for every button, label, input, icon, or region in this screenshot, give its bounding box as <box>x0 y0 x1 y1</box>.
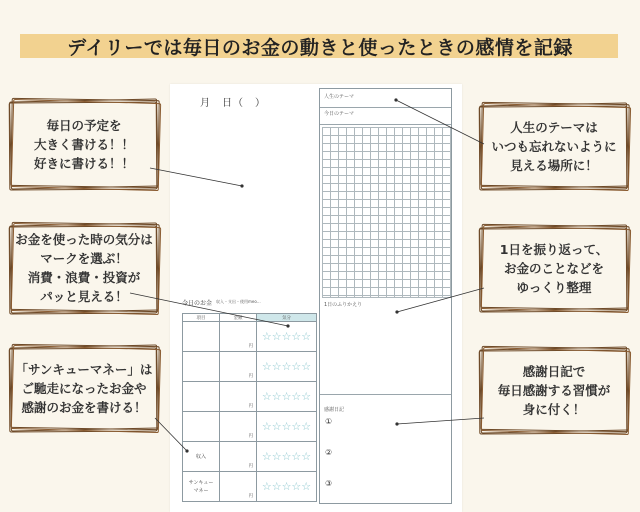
pointer-line <box>397 418 484 424</box>
row-label-income: 収入 <box>183 442 220 472</box>
pointer-line <box>150 168 242 186</box>
money-sublabel: 収入・支出・使用meo… <box>216 299 261 304</box>
pointer-dot <box>395 422 398 425</box>
gratitude-item: ② <box>325 448 333 457</box>
note-gratitude-text: 感謝日記で 毎日感謝する習慣が 身に付く！ <box>497 363 611 417</box>
gratitude-label: 感謝日記 <box>324 407 345 413</box>
pointer-dot <box>395 310 398 313</box>
yen-label: 円 <box>248 434 253 439</box>
row-label-thankyou-money: サンキュー マネー <box>183 472 220 502</box>
yen-label: 円 <box>248 494 253 499</box>
mood-stars: ☆☆☆☆☆ <box>257 412 317 442</box>
mood-stars: ☆☆☆☆☆ <box>257 382 317 412</box>
column-header-mood: 気分 <box>257 314 317 322</box>
column-header-amount: 金額 <box>220 314 257 322</box>
yen-label: 円 <box>248 344 253 349</box>
date-header: 月 日（ ） <box>200 98 266 109</box>
pointer-line <box>155 418 187 451</box>
gratitude-item: ③ <box>325 479 333 488</box>
column-header-item: 項目 <box>183 314 220 322</box>
page-title: デイリーでは毎日のお金の動きと使ったときの感情を記録 <box>67 37 573 59</box>
mood-stars: ☆☆☆☆☆ <box>257 472 317 502</box>
pointer-dot <box>286 324 289 327</box>
pointer-line <box>396 100 484 144</box>
today-theme-label: 今日のテーマ <box>324 111 355 117</box>
yen-label: 円 <box>248 464 253 469</box>
pointer-dot <box>240 184 243 187</box>
pointer-line <box>397 288 484 312</box>
note-schedule-text: 毎日の予定を 大きく書ける！！ 好きに書ける！！ <box>33 117 134 171</box>
review-label: 1日のふりかえり <box>324 302 363 308</box>
note-mood-text: お金を使った時の気分は マークを選ぶ！ 消費・浪費・投資が パッと見える！ <box>15 232 153 304</box>
mood-stars: ☆☆☆☆☆ <box>257 322 317 352</box>
note-thankyou-text: 「サンキューマネー」は ご馳走になったお金や 感謝のお金を書ける！ <box>15 361 153 415</box>
gratitude-item: ① <box>325 417 333 426</box>
note-review-text: 1日を振り返って、 お金のことなどを ゆっくり整理 <box>499 241 609 295</box>
yen-label: 円 <box>248 374 253 379</box>
pointer-line <box>130 293 288 326</box>
mood-stars: ☆☆☆☆☆ <box>257 442 317 472</box>
mood-stars: ☆☆☆☆☆ <box>257 352 317 382</box>
life-theme-label: 人生のテーマ <box>324 94 355 100</box>
pointer-dot <box>394 98 397 101</box>
pointer-dot <box>185 449 188 452</box>
money-label: 今日のお金 <box>182 300 213 307</box>
note-theme-text: 人生のテーマは いつも忘れないように 見える場所に！ <box>491 119 617 173</box>
yen-label: 円 <box>248 404 253 409</box>
